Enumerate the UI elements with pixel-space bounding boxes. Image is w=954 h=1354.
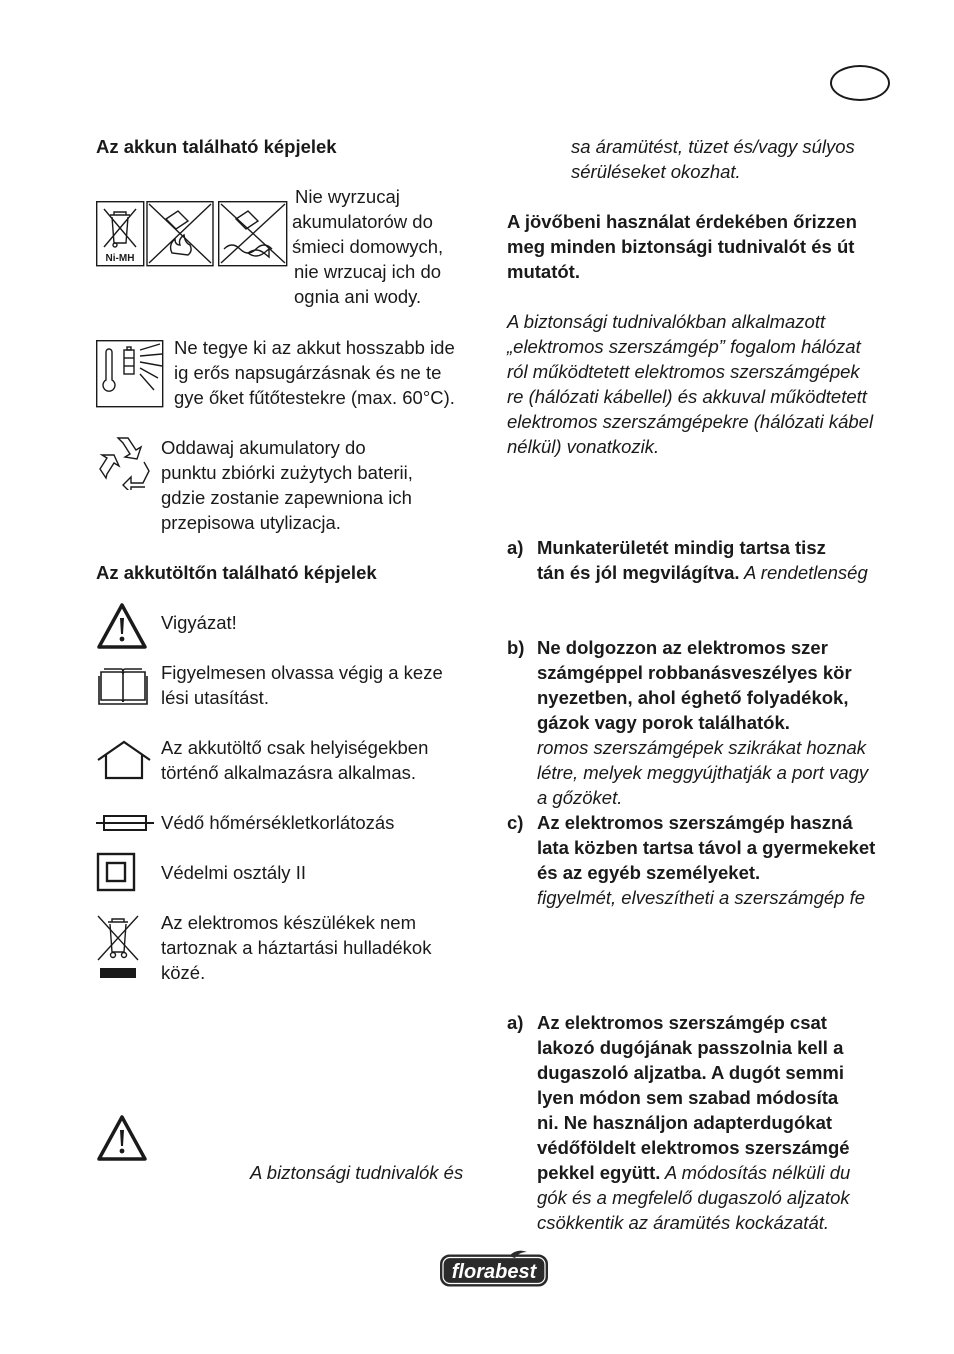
florabest-logo — [439, 1250, 549, 1288]
fuse-text: Védő hőmérsékletkorlátozás — [161, 812, 395, 833]
safety-warning-icon — [96, 1114, 148, 1162]
sun-text: Ne tegye ki az akkut hosszabb ide ig erős napsugárzásnak és ne te gye őket fűtőtestekre (max. 60°C). — [174, 337, 455, 408]
term-definition: A biztonsági tudnivalókban alkalmazott „elektromos szerszámgép” fogalom hálózat ról működtetett elektromos szerszámgépek re (hálózati kábellel) és akkuval működtetett elektromos szerszámgépekre (hálózati kábel nélkül) vonatkozik. — [507, 311, 874, 457]
protection-class-2-icon — [96, 852, 136, 892]
recycle-text: Oddawaj akumulatory do punktu zbiórki zużytych baterii, gdzie zostanie zapewniona ich przepisowa utylizacja. — [161, 437, 413, 533]
indoor-text: Az akkutöltő csak helyiségekben történő alkalmazásra alkalmas. — [161, 737, 429, 783]
item-label: c) — [507, 812, 524, 833]
keep-instructions: A jövőbeni használat érdekében őrizzen meg minden biztonsági tudnivalót és út mutatót. — [507, 211, 857, 282]
warning-text: Vigyázat! — [161, 612, 237, 633]
item-label: a) — [507, 537, 524, 558]
weee-bin-icon — [96, 914, 140, 980]
indoor-house-icon — [96, 740, 152, 780]
battery-symbols-heading: Az akkun található képjelek — [96, 136, 337, 157]
logo-text: florabest — [451, 1261, 537, 1283]
item-label: a) — [507, 1012, 524, 1033]
recycle-icon — [96, 432, 154, 490]
shock-warning-tail: sa áramütést, tüzet és/vagy súlyos sérüléseket okozhat. — [571, 136, 855, 182]
weee-text: Az elektromos készülékek nem tartoznak a háztartási hulladékok közé. — [161, 912, 432, 983]
sun-heat-icon — [96, 340, 164, 408]
manual-book-icon — [98, 666, 148, 706]
charger-symbols-heading: Az akkutöltőn található képjelek — [96, 562, 377, 583]
safety-intro-text: A biztonsági tudnivalók és — [250, 1162, 464, 1183]
manual-text: Figyelmesen olvassa végig a keze lési utasítást. — [161, 662, 443, 708]
battery-disposal-icons — [96, 201, 216, 267]
dispose-text: Nie wyrzucaj akumulatorów do śmieci domowych, nie wrzucaj ich do ognia ani wody. — [292, 186, 444, 307]
class2-text: Védelmi osztály II — [161, 862, 306, 883]
item-label: b) — [507, 637, 525, 658]
thermal-fuse-icon — [96, 813, 154, 833]
no-water-icon — [218, 201, 288, 267]
nimh-label: Ni-MH — [105, 253, 135, 264]
warning-icon — [96, 602, 148, 650]
language-badge — [830, 65, 890, 101]
